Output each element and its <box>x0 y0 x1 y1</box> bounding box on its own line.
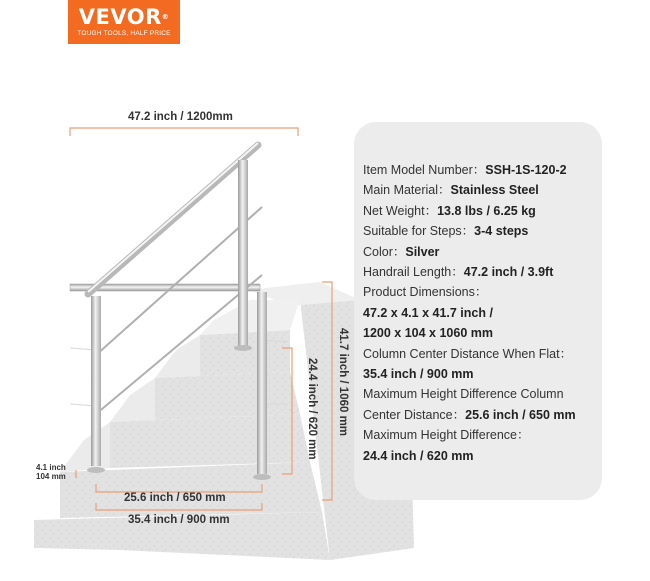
dim-total-height: 41.7 inch / 1060 mm <box>337 328 349 437</box>
spec-max-height-column-value: Center Distance：25.6 inch / 650 mm <box>363 407 576 422</box>
dim-height-difference: 24.4 inch / 620 mm <box>306 358 318 460</box>
dim-column-distance-sloped: 25.6 inch / 650 mm <box>124 492 226 504</box>
dim-column-distance-flat: 35.4 inch / 900 mm <box>128 514 230 526</box>
spec-center-flat-label: Column Center Distance When Flat： <box>363 346 573 361</box>
spec-max-height-value: 24.4 inch / 620 mm <box>363 448 474 463</box>
handrail-sloped <box>88 145 258 294</box>
spec-center-flat-value: 35.4 inch / 900 mm <box>363 367 474 382</box>
specifications-panel <box>354 122 602 500</box>
spec-max-height-column-label: Maximum Height Difference Column <box>363 387 564 402</box>
dim-base-width-in: 4.1 inch <box>36 463 66 472</box>
spec-handrail-length: Handrail Length：47.2 inch / 3.9ft <box>363 265 554 280</box>
spec-material: Main Material：Stainless Steel <box>363 183 539 198</box>
spec-product-dimensions-mm: 1200 x 104 x 1060 mm <box>363 326 493 341</box>
spec-product-dimensions-label: Product Dimensions： <box>363 285 488 300</box>
spec-color: Color：Silver <box>363 244 440 259</box>
spec-suitable-steps: Suitable for Steps：3-4 steps <box>363 224 529 239</box>
spec-net-weight: Net Weight：13.8 lbs / 6.25 kg <box>363 203 536 218</box>
dim-base-width-mm: 104 mm <box>36 472 66 481</box>
spec-max-height-label: Maximum Height Difference： <box>363 428 530 443</box>
logo-tagline: TOUGH TOOLS, HALF PRICE <box>77 30 171 37</box>
logo-brand: VEVOR <box>78 5 162 29</box>
spec-product-dimensions-inch: 47.2 x 4.1 x 41.7 inch / <box>363 305 493 320</box>
dim-total-length: 47.2 inch / 1200mm <box>128 111 233 123</box>
logo-registered-mark: ® <box>161 13 170 21</box>
spec-model: Item Model Number：SSH-1S-120-2 <box>363 163 567 177</box>
